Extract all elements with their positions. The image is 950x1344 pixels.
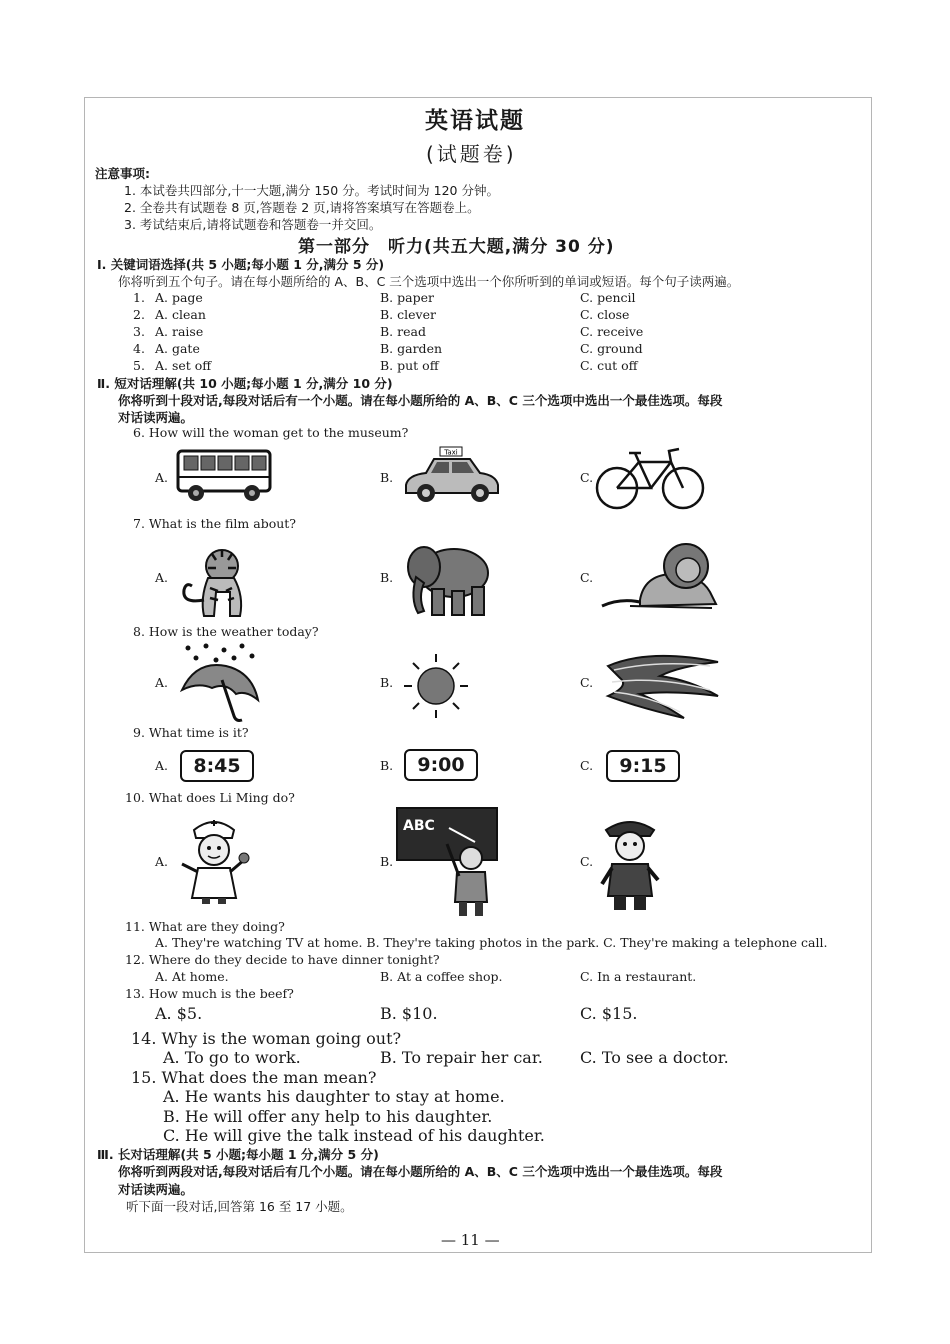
clock-display-b: 9:00	[404, 749, 478, 781]
question-9: 9. What time is it?	[133, 725, 249, 740]
question-number: 3.	[133, 324, 145, 339]
option-c-label: C.	[580, 854, 594, 869]
option-c: C. He will give the talk instead of his daughter.	[163, 1126, 545, 1145]
option-c-label: C.	[580, 570, 594, 585]
option-b: B. He will offer any help to his daughter.	[163, 1107, 493, 1126]
question-7: 7. What is the film about?	[133, 516, 296, 531]
option-c-label: C.	[580, 675, 594, 690]
option-b: B. At a coffee shop.	[380, 969, 503, 984]
option-c-label: C.	[580, 758, 594, 773]
question-11-options: A. They're watching TV at home. B. They're taking photos in the park. C. They're making a telephone call.	[155, 935, 828, 950]
option-c: C. receive	[580, 324, 644, 339]
section-three-instructions: 你将听到两段对话,每段对话后有几个小题。请在每小题所给的 A、B、C 三个选项中选出一个最佳选项。每段	[118, 1164, 723, 1179]
rain-umbrella-icon	[176, 642, 262, 724]
option-c: C. To see a doctor.	[580, 1048, 729, 1067]
page-subtitle: (试题卷)	[426, 142, 517, 166]
part-one-heading: 第一部分 听力(共五大题,满分 30 分)	[298, 237, 615, 257]
police-officer-icon	[596, 812, 664, 914]
option-a: A. To go to work.	[163, 1048, 301, 1067]
section-two-instructions: 你将听到十段对话,每段对话后有一个小题。请在每小题所给的 A、B、C 三个选项中选出一个最佳选项。每段	[118, 393, 723, 408]
page-title: 英语试题	[425, 108, 525, 134]
notice-item: 3. 考试结束后,请将试题卷和答题卷一并交回。	[124, 217, 382, 232]
question-14: 14. Why is the woman going out?	[131, 1029, 402, 1048]
option-c-label: C.	[580, 470, 594, 485]
notice-heading: 注意事项:	[95, 166, 150, 181]
option-c: C. In a restaurant.	[580, 969, 697, 984]
question-number: 1.	[133, 290, 145, 305]
clock-display-c: 9:15	[606, 750, 680, 782]
section-one-header: I. 关键词语选择(共 5 小题;每小题 1 分,满分 5 分)	[97, 257, 385, 272]
notice-item: 2. 全卷共有试题卷 8 页,答题卷 2 页,请将答案填写在答题卷上。	[124, 200, 480, 215]
elephant-icon	[400, 537, 496, 619]
question-number: 4.	[133, 341, 145, 356]
option-c: C. cut off	[580, 358, 638, 373]
option-a: A. gate	[155, 341, 200, 356]
option-b: B. To repair her car.	[380, 1048, 543, 1067]
taxi-sign-text: Taxi	[444, 448, 458, 457]
option-a-label: A.	[155, 570, 169, 585]
notice-item: 1. 本试卷共四部分,十一大题,满分 150 分。考试时间为 120 分钟。	[124, 183, 499, 198]
option-a-label: A.	[155, 758, 169, 773]
page-number: — 11 —	[441, 1231, 500, 1249]
question-11: 11. What are they doing?	[125, 919, 285, 934]
question-12: 12. Where do they decide to have dinner tonight?	[125, 952, 440, 967]
option-c: C. $15.	[580, 1004, 638, 1023]
option-b-label: B.	[380, 675, 394, 690]
option-a-label: A.	[155, 854, 169, 869]
section-two-instructions-cont: 对话读两遍。	[118, 410, 194, 425]
blackboard-text: ABC	[403, 818, 435, 834]
option-a-label: A.	[155, 470, 169, 485]
option-b-label: B.	[380, 854, 394, 869]
taxi-icon	[400, 445, 502, 509]
bus-icon	[174, 447, 274, 505]
option-b: B. garden	[380, 341, 443, 356]
option-a: A. set off	[155, 358, 212, 373]
section-three-instructions-cont: 对话读两遍。	[118, 1182, 194, 1197]
section-one-instructions: 你将听到五个句子。请在每小题所给的 A、B、C 三个选项中选出一个你所听到的单词或短语。每个句子读两遍。	[118, 274, 740, 289]
question-number: 5.	[133, 358, 145, 373]
section-two-header: Ⅱ. 短对话理解(共 10 小题;每小题 1 分,满分 10 分)	[97, 376, 393, 391]
tiger-icon	[176, 538, 254, 620]
option-b-label: B.	[380, 470, 394, 485]
question-number: 2.	[133, 307, 145, 322]
bicycle-icon	[595, 444, 705, 514]
listen-prompt: 听下面一段对话,回答第 16 至 17 小题。	[126, 1199, 353, 1214]
option-a: A. raise	[155, 324, 204, 339]
option-b-label: B.	[380, 758, 394, 773]
option-a-label: A.	[155, 675, 169, 690]
option-b-label: B.	[380, 570, 394, 585]
option-b: B. put off	[380, 358, 439, 373]
wind-storm-icon	[600, 646, 724, 720]
question-6: 6. How will the woman get to the museum?	[133, 425, 409, 440]
question-13: 13. How much is the beef?	[125, 986, 294, 1001]
option-a: A. $5.	[155, 1004, 203, 1023]
option-a: A. At home.	[155, 969, 229, 984]
sun-icon	[400, 650, 472, 722]
option-c: C. ground	[580, 341, 643, 356]
nurse-icon	[174, 812, 254, 906]
option-a: A. clean	[155, 307, 206, 322]
teacher-icon	[395, 806, 499, 916]
option-b: B. clever	[380, 307, 436, 322]
option-a: A. page	[155, 290, 203, 305]
question-10: 10. What does Li Ming do?	[125, 790, 295, 805]
option-b: B. read	[380, 324, 426, 339]
option-b: B. paper	[380, 290, 434, 305]
question-8: 8. How is the weather today?	[133, 624, 319, 639]
clock-display-a: 8:45	[180, 750, 254, 782]
option-c: C. close	[580, 307, 630, 322]
option-b: B. $10.	[380, 1004, 438, 1023]
section-three-header: Ⅲ. 长对话理解(共 5 小题;每小题 1 分,满分 5 分)	[97, 1147, 379, 1162]
option-a: A. He wants his daughter to stay at home.	[163, 1087, 505, 1106]
question-15: 15. What does the man mean?	[131, 1068, 377, 1087]
option-c: C. pencil	[580, 290, 636, 305]
lion-icon	[600, 540, 722, 614]
